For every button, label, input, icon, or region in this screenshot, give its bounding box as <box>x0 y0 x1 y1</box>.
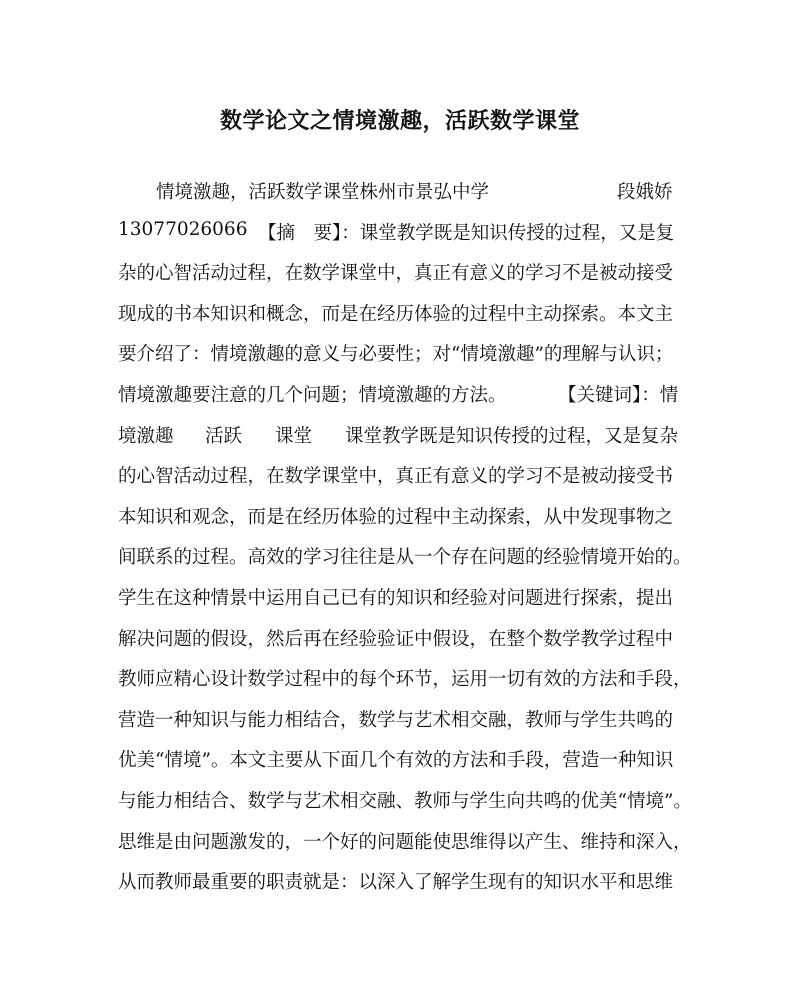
text-line <box>0 462 800 492</box>
document-title: 数学论文之情境激趣，活跃数学课堂 <box>219 108 580 134</box>
text-line <box>0 625 800 655</box>
text-segment: 情境激趣要注意的几个问题；情境激趣的方法。 <box>118 385 507 406</box>
text-segment: 间联系的过程。高效的学习往往是从一个存在问题的经验情境开始的。 <box>118 547 692 569</box>
text-segment: 从而教师最重要的职责就是：以深入了解学生现有的知识水平和思维 <box>118 872 674 894</box>
text-segment: 优美“情境”。本文主要从下面几个有效的方法和手段，营造一种知识 <box>118 750 674 772</box>
text-segment: 本知识和观念，而是在经历体验的过程中主动探索，从中发现事物之 <box>118 506 674 528</box>
text-line <box>0 381 800 411</box>
text-line <box>0 706 800 736</box>
text-segment: 13077026066 <box>118 218 248 240</box>
text-segment: 课堂教学既是知识传授的过程，又是复杂 <box>345 425 679 447</box>
text-line <box>0 300 800 330</box>
text-segment: 要介绍了：情境激趣的意义与必要性；对“情境激趣”的理解与认识； <box>118 344 674 366</box>
text-segment: 杂的心智活动过程，在数学课堂中，真正有意义的学习不是被动接受 <box>118 263 674 285</box>
text-segment: 现成的书本知识和概念，而是在经历体验的过程中主动探索。本文主 <box>118 303 674 325</box>
text-segment: 营造一种知识与能力相结合，数学与艺术相交融，教师与学生共鸣的 <box>118 709 674 731</box>
text-segment: 境激趣 <box>118 425 174 447</box>
text-segment: 解决问题的假设，然后再在经验验证中假设，在整个数学教学过程中 <box>118 628 674 650</box>
text-line <box>0 828 800 858</box>
text-line <box>0 543 800 573</box>
text-line <box>0 868 800 898</box>
text-line <box>0 746 800 776</box>
text-segment: 教师应精心设计数学过程中的每个环节，运用一切有效的方法和手段， <box>118 669 692 691</box>
text-segment: 段娥娇 <box>617 182 673 203</box>
text-line <box>0 219 800 249</box>
text-line <box>0 584 800 614</box>
text-line <box>0 665 800 695</box>
text-segment: 学生在这种情景中运用自己已有的知识和经验对问题进行探索，提出 <box>118 588 674 609</box>
text-line <box>0 340 800 370</box>
text-segment: 的心智活动过程，在数学课堂中，真正有意义的学习不是被动接受书 <box>118 466 674 488</box>
text-segment: 课堂 <box>275 425 313 447</box>
text-line <box>0 178 800 208</box>
text-segment: 思维是由问题激发的，一个好的问题能使思维得以产生、维持和深入， <box>118 831 692 853</box>
text-segment: 【关键词】：情 <box>558 385 679 406</box>
text-segment: 情境激趣，活跃数学课堂株州市景弘中学 <box>156 182 490 203</box>
text-segment: 【摘 要】：课堂教学既是知识传授的过程，又是复 <box>258 222 675 244</box>
text-line <box>0 422 800 452</box>
text-line <box>0 503 800 533</box>
text-segment: 活跃 <box>205 425 243 447</box>
text-line <box>0 787 800 817</box>
text-line <box>0 259 800 289</box>
text-segment: 与能力相结合、数学与艺术相交融、教师与学生向共鸣的优美“情境”。 <box>118 791 692 812</box>
